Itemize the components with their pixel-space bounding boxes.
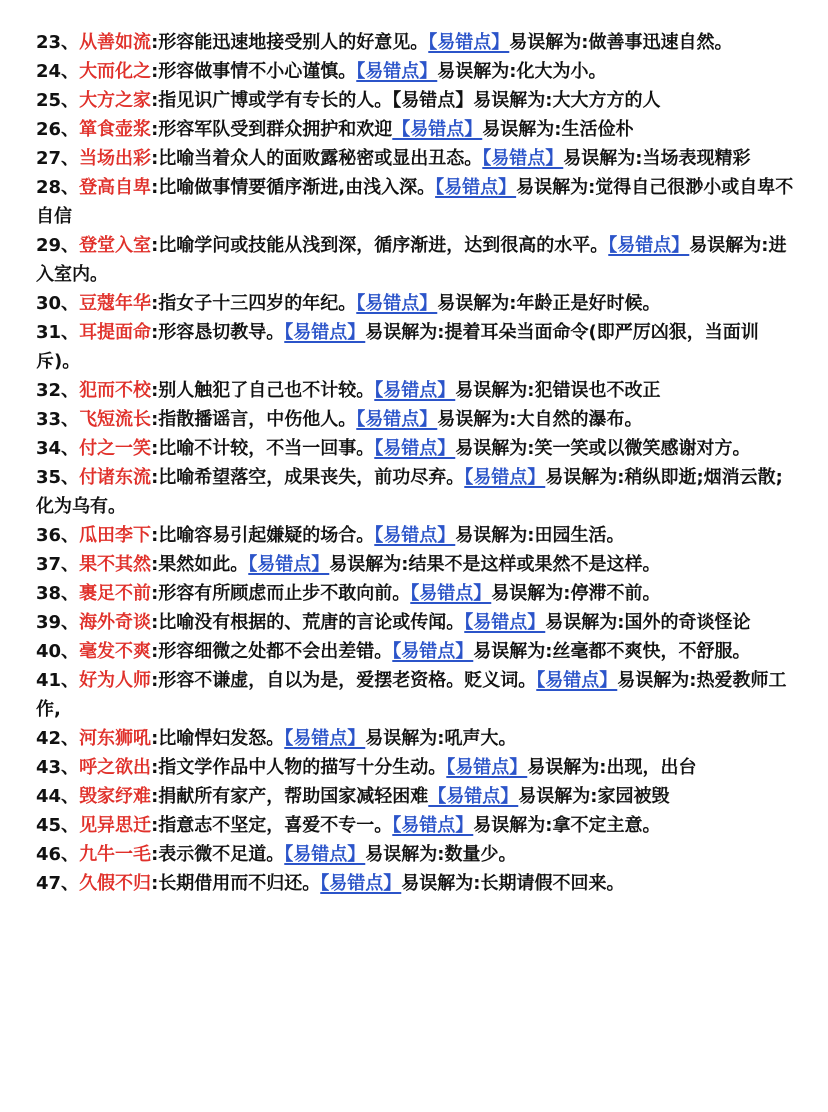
error-point-link[interactable]: 【易错点】 <box>284 322 366 343</box>
entry-number: 41、 <box>36 670 80 691</box>
idiom-entry <box>36 521 796 550</box>
idiom-term: 久假不归 <box>79 873 152 894</box>
idiom-definition: :表示微不足道。 <box>151 844 285 865</box>
error-point-link[interactable]: 【易错点】 <box>435 177 517 198</box>
common-misreading: 易误解为:提着耳朵当面命令(即严厉凶狠，当面训斥)。 <box>36 322 759 372</box>
idiom-definition: :比喻当着众人的面败露秘密或显出丑态。 <box>151 148 483 169</box>
idiom-term: 箪食壶浆 <box>79 119 152 140</box>
idiom-definition: :比喻没有根据的、荒唐的言论或传闻。 <box>151 612 465 633</box>
idiom-entry <box>36 405 796 434</box>
idiom-term: 付诸东流 <box>79 467 152 488</box>
idiom-term: 飞短流长 <box>79 409 152 430</box>
idiom-entry <box>36 57 796 86</box>
idiom-term: 登高自卑 <box>79 177 152 198</box>
idiom-term: 毫发不爽 <box>79 641 152 662</box>
idiom-definition: :比喻希望落空，成果丧失，前功尽弃。 <box>151 467 465 488</box>
idiom-entry <box>36 434 796 463</box>
idiom-definition: :比喻容易引起嫌疑的场合。 <box>151 525 375 546</box>
idiom-entry <box>36 115 796 144</box>
idiom-definition: :形容能迅速地接受别人的好意见。 <box>151 32 429 53</box>
common-misreading: 易误解为:笑一笑或以微笑感谢对方。 <box>455 438 751 459</box>
entry-number: 27、 <box>36 148 80 169</box>
idiom-term: 见异思迁 <box>79 815 152 836</box>
idiom-term: 犯而不校 <box>79 380 152 401</box>
error-point-link[interactable]: 【易错点】 <box>392 119 483 140</box>
common-misreading: 易误解为:国外的奇谈怪论 <box>545 612 751 633</box>
common-misreading: 易误解为:田园生活。 <box>455 525 625 546</box>
common-misreading: 易误解为:热爱教师工作, <box>36 670 787 720</box>
entry-number: 23、 <box>36 32 80 53</box>
idiom-definition: :别人触犯了自己也不计较。 <box>151 380 375 401</box>
entry-number: 46、 <box>36 844 80 865</box>
idiom-term: 豆蔻年华 <box>79 293 152 314</box>
entry-number: 47、 <box>36 873 80 894</box>
idiom-entry <box>36 579 796 608</box>
idiom-definition: :指女子十三四岁的年纪。 <box>151 293 357 314</box>
error-point-link[interactable]: 【易错点】 <box>428 786 519 807</box>
entry-number: 40、 <box>36 641 80 662</box>
idiom-entry <box>36 318 796 376</box>
idiom-term: 呼之欲出 <box>79 757 152 778</box>
idiom-list <box>36 28 796 898</box>
common-misreading: 易误解为:吼声大。 <box>365 728 517 749</box>
error-point-link[interactable]: 【易错点】 <box>392 641 474 662</box>
entry-number: 44、 <box>36 786 80 807</box>
common-misreading: 易误解为:进入室内。 <box>36 235 787 285</box>
entry-number: 37、 <box>36 554 80 575</box>
idiom-definition: :形容恳切教导。 <box>151 322 285 343</box>
idiom-term: 瓜田李下 <box>79 525 152 546</box>
entry-number: 42、 <box>36 728 80 749</box>
error-point-link[interactable]: 【易错点】 <box>374 438 456 459</box>
idiom-definition: :比喻悍妇发怒。 <box>151 728 285 749</box>
idiom-definition: :形容细微之处都不会出差错。 <box>151 641 393 662</box>
entry-number: 29、 <box>36 235 80 256</box>
idiom-term: 好为人师 <box>79 670 152 691</box>
entry-number: 35、 <box>36 467 80 488</box>
entry-number: 36、 <box>36 525 80 546</box>
idiom-definition: :果然如此。 <box>151 554 249 575</box>
idiom-entry <box>36 28 796 57</box>
idiom-term: 付之一笑 <box>79 438 152 459</box>
entry-number: 28、 <box>36 177 80 198</box>
common-misreading: 易误解为:当场表现精彩 <box>563 148 751 169</box>
error-point-link[interactable]: 【易错点】 <box>356 409 438 430</box>
idiom-term: 毁家纾难 <box>79 786 152 807</box>
idiom-term: 从善如流 <box>79 32 152 53</box>
idiom-term: 河东狮吼 <box>79 728 152 749</box>
idiom-definition: :长期借用而不归还。 <box>151 873 321 894</box>
entry-number: 32、 <box>36 380 80 401</box>
error-point-link[interactable]: 【易错点】 <box>356 293 438 314</box>
idiom-definition: :比喻不计较，不当一回事。 <box>151 438 375 459</box>
entry-number: 34、 <box>36 438 80 459</box>
error-point-link[interactable]: 【易错点】 <box>320 873 402 894</box>
entry-number: 31、 <box>36 322 80 343</box>
error-point-link[interactable]: 【易错点】 <box>284 728 366 749</box>
idiom-term: 大而化之 <box>79 61 152 82</box>
idiom-entry <box>36 753 796 782</box>
common-misreading: 易误解为:数量少。 <box>365 844 517 865</box>
error-point-link[interactable]: 【易错点】 <box>374 525 456 546</box>
idiom-definition: :指文学作品中人物的描写十分生动。 <box>151 757 447 778</box>
error-point-label: 【易错点】 <box>392 90 474 111</box>
error-point-link[interactable]: 【易错点】 <box>446 757 528 778</box>
idiom-entry <box>36 608 796 637</box>
entry-number: 26、 <box>36 119 80 140</box>
common-misreading: 易误解为:结果不是这样或果然不是这样。 <box>329 554 661 575</box>
entry-number: 39、 <box>36 612 80 633</box>
idiom-entry <box>36 811 796 840</box>
error-point-link[interactable]: 【易错点】 <box>374 380 456 401</box>
error-point-link[interactable]: 【易错点】 <box>392 815 474 836</box>
common-misreading: 易误解为:停滞不前。 <box>491 583 661 604</box>
common-misreading: 易误解为:觉得自己很渺小或自卑不自信 <box>36 177 794 227</box>
error-point-link[interactable]: 【易错点】 <box>464 612 546 633</box>
error-point-link[interactable]: 【易错点】 <box>536 670 618 691</box>
error-point-link[interactable]: 【易错点】 <box>428 32 510 53</box>
common-misreading: 易误解为:长期请假不回来。 <box>401 873 625 894</box>
error-point-link[interactable]: 【易错点】 <box>248 554 330 575</box>
entry-number: 25、 <box>36 90 80 111</box>
entry-number: 43、 <box>36 757 80 778</box>
idiom-definition: :指意志不坚定，喜爱不专一。 <box>151 815 393 836</box>
idiom-definition: :指见识广博或学有专长的人。 <box>151 90 393 111</box>
idiom-term: 大方之家 <box>79 90 152 111</box>
common-misreading: 易误解为:家园被毁 <box>518 786 670 807</box>
common-misreading: 易误解为:大自然的瀑布。 <box>437 409 643 430</box>
entry-number: 45、 <box>36 815 80 836</box>
entry-number: 30、 <box>36 293 80 314</box>
idiom-definition: :指散播谣言，中伤他人。 <box>151 409 357 430</box>
error-point-link[interactable]: 【易错点】 <box>464 467 546 488</box>
error-point-link[interactable]: 【易错点】 <box>482 148 564 169</box>
common-misreading: 易误解为:拿不定主意。 <box>473 815 661 836</box>
idiom-definition: :形容不谦虚，自以为是，爱摆老资格。贬义词。 <box>151 670 537 691</box>
idiom-entry <box>36 173 796 231</box>
common-misreading: 易误解为:做善事迅速自然。 <box>509 32 733 53</box>
idiom-definition: :比喻学问或技能从浅到深，循序渐进，达到很高的水平。 <box>151 235 609 256</box>
idiom-term: 九牛一毛 <box>79 844 152 865</box>
common-misreading: 易误解为:出现，出台 <box>527 757 697 778</box>
entry-number: 24、 <box>36 61 80 82</box>
idiom-entry <box>36 463 796 521</box>
idiom-definition: :形容做事情不小心谨慎。 <box>151 61 357 82</box>
idiom-entry <box>36 231 796 289</box>
error-point-link[interactable]: 【易错点】 <box>284 844 366 865</box>
idiom-entry <box>36 666 796 724</box>
idiom-term: 海外奇谈 <box>79 612 152 633</box>
common-misreading: 易误解为:丝毫都不爽快，不舒服。 <box>473 641 751 662</box>
idiom-term: 耳提面命 <box>79 322 152 343</box>
idiom-term: 当场出彩 <box>79 148 152 169</box>
idiom-definition: :捐献所有家产，帮助国家减轻困难 <box>151 786 429 807</box>
common-misreading: 易误解为:大大方方的人 <box>473 90 661 111</box>
common-misreading: 易误解为:稍纵即逝;烟消云散; 化为乌有。 <box>36 467 783 517</box>
idiom-entry <box>36 782 796 811</box>
idiom-term: 裹足不前 <box>79 583 152 604</box>
idiom-term: 登堂入室 <box>79 235 152 256</box>
idiom-entry <box>36 289 796 318</box>
idiom-entry <box>36 840 796 869</box>
entry-number: 38、 <box>36 583 80 604</box>
error-point-link[interactable]: 【易错点】 <box>410 583 492 604</box>
idiom-entry <box>36 637 796 666</box>
common-misreading: 易误解为:化大为小。 <box>437 61 607 82</box>
error-point-link[interactable]: 【易错点】 <box>356 61 438 82</box>
error-point-link[interactable]: 【易错点】 <box>608 235 690 256</box>
common-misreading: 易误解为:生活俭朴 <box>482 119 634 140</box>
idiom-term: 果不其然 <box>79 554 152 575</box>
idiom-definition: :形容军队受到群众拥护和欢迎 <box>151 119 393 140</box>
common-misreading: 易误解为:犯错误也不改正 <box>455 380 661 401</box>
common-misreading: 易误解为:年龄正是好时候。 <box>437 293 661 314</box>
idiom-definition: :比喻做事情要循序渐进,由浅入深。 <box>151 177 436 198</box>
idiom-entry <box>36 724 796 753</box>
idiom-entry <box>36 550 796 579</box>
idiom-entry <box>36 869 796 898</box>
idiom-definition: :形容有所顾虑而止步不敢向前。 <box>151 583 411 604</box>
idiom-entry <box>36 144 796 173</box>
idiom-entry <box>36 376 796 405</box>
entry-number: 33、 <box>36 409 80 430</box>
idiom-entry <box>36 86 796 115</box>
